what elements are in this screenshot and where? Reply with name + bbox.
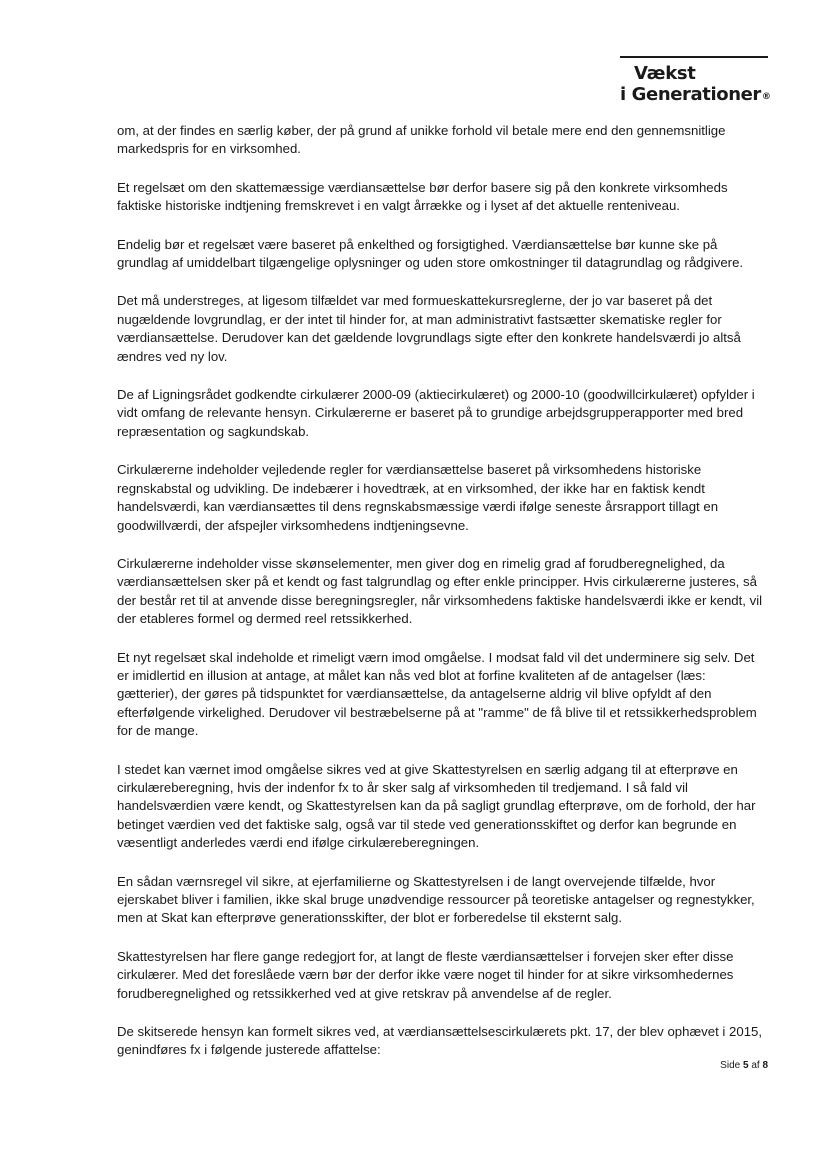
paragraph-10: En sådan værnsregel vil sikre, at ejerfamilierne og Skattestyrelsen i de langt overvejende tilfælde, hvor ejerskabet bliver i familien, ikke skal bruge unødvendige ressourcer på teoretiske antagelser og regnestykker, men at Skat kan efterprøve generationsskifter, der blot er forberedelse til eksternt salg. <box>117 873 755 926</box>
logo-rule <box>620 56 768 58</box>
document-body <box>117 122 767 1080</box>
page-number <box>660 1060 768 1071</box>
logo-line-2 <box>620 84 771 106</box>
paragraph-1: om, at der findes en særlig køber, der på grund af unikke forhold vil betale mere end den gennemsnitlige markedspris for en virksomhed. <box>117 123 726 157</box>
paragraph-7: Cirkulærerne indeholder visse skønselementer, men giver dog en rimelig grad af forudberegnelighed, da værdiansættelsen sker på et kendt og fast talgrundlag og efter enkle principper. Hvis cirkulærerne justeres, så der består ret til at anvende disse beregningsregler, når virksomhedens faktiske handelsværdi ikke er kendt, vil der etableres formel og dermed reel retssikkerhed. <box>117 555 763 627</box>
registered-mark: ® <box>761 92 771 102</box>
page-number-total: 8 <box>762 1060 768 1071</box>
paragraph-12: De skitserede hensyn kan formelt sikres ved, at værdiansættelsescirkulærets pkt. 17, der blev ophævet i 2015, genindføres fx i følgende justerede affattelse: <box>117 1024 763 1058</box>
page-number-of: af <box>751 1060 760 1071</box>
logo-line-1: Vækst <box>634 63 696 84</box>
page-number-prefix: Side <box>720 1060 741 1071</box>
paragraph-2: Et regelsæt om den skattemæssige værdiansættelse bør derfor basere sig på den konkrete virksomheds faktiske historiske indtjening fremskrevet i en valgt årrække og i lyset af det aktuelle renteniveau. <box>117 179 728 214</box>
paragraph-5: De af Ligningsrådet godkendte cirkulærer 2000-09 (aktiecirkulæret) og 2000-10 (goodwillcirkulæret) opfylder i vidt omfang de relevante hensyn. Cirkulærerne er baseret på to grundige arbejdsgrupperapporter med bred repræsentation og sagkundskab. <box>117 387 755 439</box>
paragraph-8: Et nyt regelsæt skal indeholde et rimeligt værn imod omgåelse. I modsat fald vil det underminere sig selv. Det er imidlertid en illusion at antage, at målet kan nås ved blot at forfine kvaliteten af de antagelser (læs: gætterier), der gøres på tidspunktet for værdiansættelse, da antagelserne aldrig vil blive opfyldt af den efterfølgende virkelighed. Derudover vil bestræbelserne på at "ramme" de få blive til et retssikkerhedsproblem for de mange. <box>117 649 757 739</box>
paragraph-4: Det må understreges, at ligesom tilfældet var med formueskattekursreglerne, der jo var baseret på det nugældende lovgrundlag, er der intet til hinder for, at man administrativt fastsætter skematiske regler for værdiansættelse. Derudover kan det gældende lovgrundlags sigte efter den konkrete handelsværdi jo altså ændres ved ny lov. <box>117 293 741 364</box>
logo <box>620 56 771 106</box>
paragraph-3: Endelig bør et regelsæt være baseret på enkelthed og forsigtighed. Værdiansættelse bør kunne ske på grundlag af umiddelbart tilgængelige oplysninger og uden store omkostninger til datagrundlag og rådgivere. <box>117 236 744 271</box>
logo-line-2-text: i Generationer <box>620 84 761 105</box>
paragraph-11: Skattestyrelsen har flere gange redegjort for, at langt de fleste værdiansættelser i forvejen sker efter disse cirkulærer. Med det foreslåede værn bør der derfor ikke være noget til hinder for at sikre virksomhedernes forudberegnelighed og retssikkerhed ved at give retskrav på anvendelse af de regler. <box>117 948 734 1001</box>
paragraph-9: I stedet kan værnet imod omgåelse sikres ved at give Skattestyrelsen en særlig adgang til at efterprøve en cirkulæreberegning, hvis der indenfor fx to år sker salg af virksomheden til tredjemand. I så fald vil handelsværdien være kendt, og Skattestyrelsen kan da på sagligt grundlag efterprøve, om de forhold, der har betinget værdien ved det faktiske salg, også var til stede ved generationsskiftet og derfor kan begrunde en væsentligt anderledes værdi end ifølge cirkulæreberegningen. <box>117 761 756 851</box>
page-number-current: 5 <box>742 1060 749 1071</box>
paragraph-6: Cirkulærerne indeholder vejledende regler for værdiansættelse baseret på virksomhedens historiske regnskabstal og udvikling. De indebærer i hovedtræk, at en virksomhed, der ikke har en faktisk kendt handelsværdi, kan værdiansættes til dens regnskabsmæssige værdi ifølge seneste årsrapport tillagt en goodwillværdi, der afspejler virksomhedens indtjeningsevne. <box>117 462 719 533</box>
